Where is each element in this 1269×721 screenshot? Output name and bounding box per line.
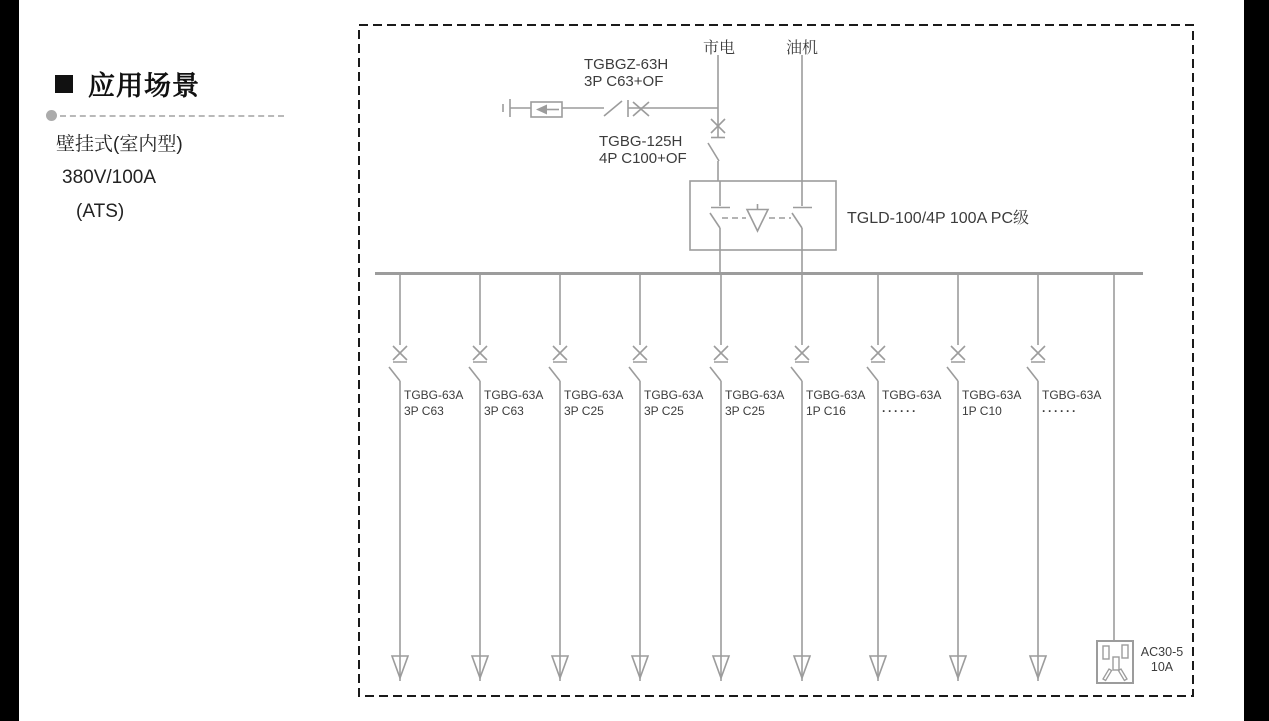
surge-breaker-model: TGBGZ-63H (584, 56, 669, 73)
branch-model: TGBG-63A (644, 388, 704, 402)
ats-type-text: (ATS) (76, 201, 125, 222)
rating-text: 380V/100A (62, 167, 157, 188)
main-breaker-model: TGBG-125H (599, 133, 683, 150)
socket-symbol (1097, 275, 1133, 683)
generator-label: 油机 (786, 40, 819, 57)
branch-label (644, 387, 703, 419)
branch-model: TGBG-63A (404, 388, 464, 402)
surge-protector-symbol (503, 99, 604, 117)
branch-spec: 1P C16 (806, 404, 846, 418)
socket-model: AC30-5 (1140, 645, 1184, 659)
branch-model: TGBG-63A (484, 388, 544, 402)
branch-label (1042, 387, 1101, 419)
surge-breaker-symbol (604, 100, 718, 117)
branch-label (882, 387, 941, 419)
branch-model: TGBG-63A (806, 388, 866, 402)
branch-spec: 3P C63 (484, 404, 524, 418)
socket-label (1137, 645, 1187, 675)
mains-label: 市电 (703, 40, 736, 57)
ats-label: TGLD-100/4P 100A PC级 (847, 210, 1030, 227)
branch-model: TGBG-63A (962, 388, 1022, 402)
branch-spec: 3P C25 (725, 404, 765, 418)
branch-spec: ······ (882, 404, 918, 418)
surge-breaker-label (584, 56, 668, 90)
socket-rating: 10A (1150, 660, 1174, 674)
section-heading-text: 应用场景 (88, 71, 200, 101)
branch-label (962, 387, 1021, 419)
branch-spec: 3P C25 (564, 404, 604, 418)
branch-spec: ······ (1042, 404, 1078, 418)
branch-line (710, 275, 729, 681)
diagram-dashed-frame (359, 25, 1193, 696)
branch-label (564, 387, 623, 419)
ats-switch-symbol (690, 181, 836, 272)
branch-model: TGBG-63A (1042, 388, 1102, 402)
branch-line (947, 275, 966, 681)
branch-model: TGBG-63A (725, 388, 785, 402)
branch-line (791, 275, 810, 681)
branch-spec: 1P C10 (962, 404, 1002, 418)
branch-line (549, 275, 568, 681)
branch-model: TGBG-63A (882, 388, 942, 402)
branch-label (725, 387, 784, 419)
branch-line (629, 275, 648, 681)
main-breaker-label (599, 133, 687, 167)
branch-label (806, 387, 865, 419)
mains-incoming-line (708, 55, 725, 181)
branch-line (389, 275, 408, 681)
branch-label (484, 387, 543, 419)
branch-label (404, 387, 463, 419)
branch-line (469, 275, 488, 681)
branch-spec: 3P C63 (404, 404, 444, 418)
branch-line (1027, 275, 1046, 681)
branch-model: TGBG-63A (564, 388, 624, 402)
outgoing-branches (389, 275, 1046, 681)
mount-type-text: 壁挂式(室内型) (56, 134, 183, 155)
branch-spec: 3P C25 (644, 404, 684, 418)
branch-line (867, 275, 886, 681)
surge-breaker-spec: 3P C63+OF (584, 73, 664, 90)
main-breaker-spec: 4P C100+OF (599, 150, 687, 167)
